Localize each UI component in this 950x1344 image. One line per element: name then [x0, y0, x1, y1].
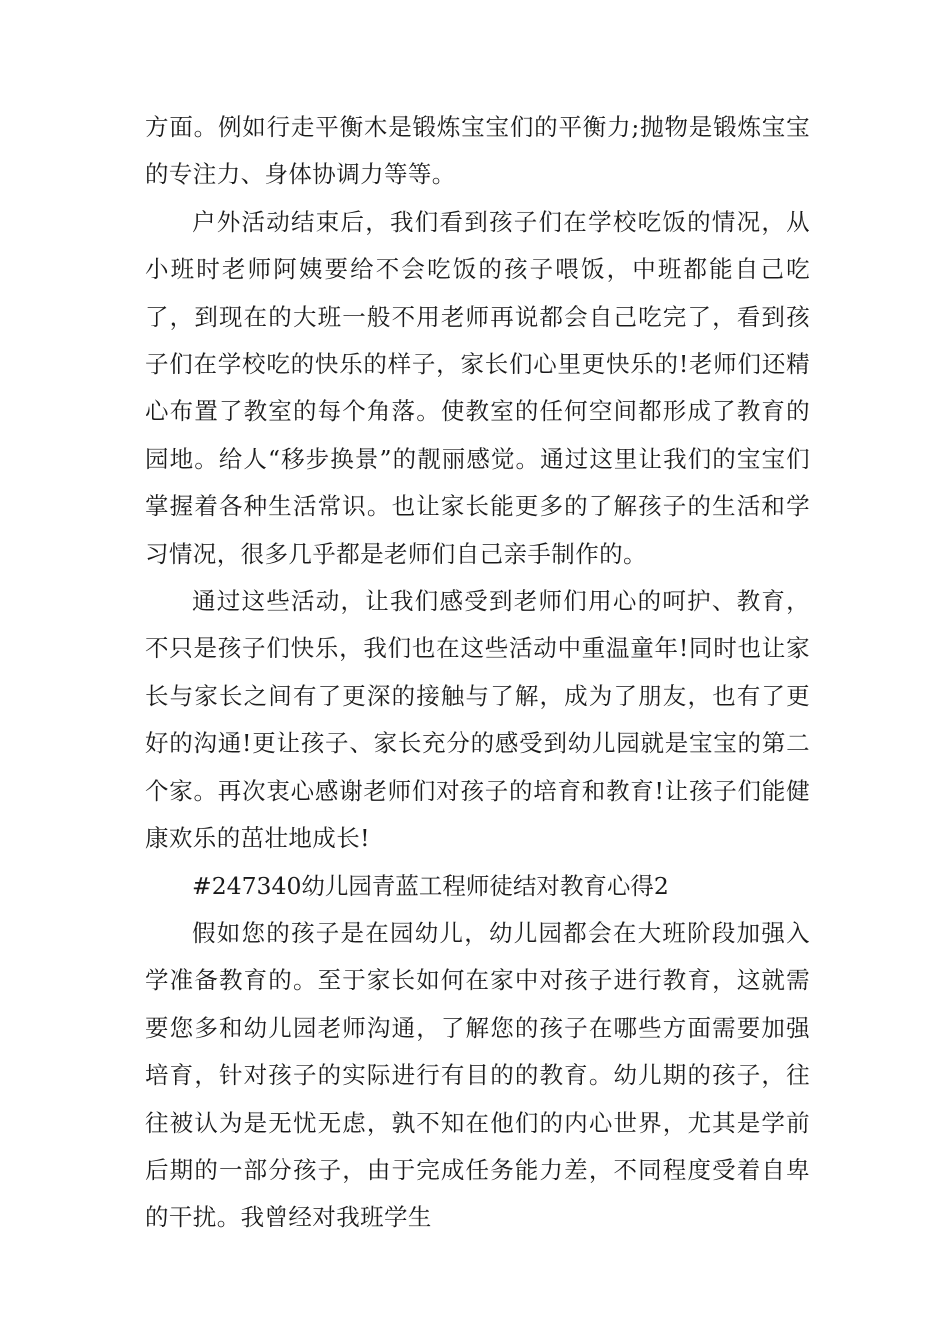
section-heading: #247340幼儿园青蓝工程师徒结对教育心得2: [192, 871, 669, 900]
paragraph-activities-feelings: 通过这些活动，让我们感受到老师们用心的呵护、教育，不只是孩子们快乐，我们也在这些活动中重温童年!同时也让家长与家长之间有了更深的接触与了解，成为了朋友，也有了更好的沟通!更让孩子、家长充分的感受到幼儿园就是宝宝的第二个家。再次衷心感谢老师们对孩子的培育和教育!让孩子们能健康欢乐的茁壮地成长!: [145, 587, 810, 853]
document-body: [145, 104, 810, 1242]
paragraph-outdoor-activity: 户外活动结束后，我们看到孩子们在学校吃饭的情况，从小班时老师阿姨要给不会吃饭的孩子喂饭，中班都能自己吃了，到现在的大班一般不用老师再说都会自己吃完了，看到孩子们在学校吃的快乐的样子，家长们心里更快乐的!老师们还精心布置了教室的每个角落。使教室的任何空间都形成了教育的园地。给人“移步换景”的靓丽感觉。通过这里让我们的宝宝们掌握着各种生活常识。也让家长能更多的了解孩子的生活和学习情况，很多几乎都是老师们自己亲手制作的。: [145, 207, 810, 568]
paragraph-school-preparation: 假如您的孩子是在园幼儿，幼儿园都会在大班阶段加强入学准备教育的。至于家长如何在家中对孩子进行教育，这就需要您多和幼儿园老师沟通，了解您的孩子在哪些方面需要加强培育，针对孩子的实际进行有目的的教育。幼儿期的孩子，往往被认为是无忧无虑，孰不知在他们的内心世界，尤其是学前后期的一部分孩子，由于完成任务能力差，不同程度受着自卑的干扰。我曾经对我班学生: [145, 918, 810, 1232]
paragraph-continuation: 方面。例如行走平衡木是锻炼宝宝们的平衡力;抛物是锻炼宝宝的专注力、身体协调力等等。: [145, 113, 810, 189]
